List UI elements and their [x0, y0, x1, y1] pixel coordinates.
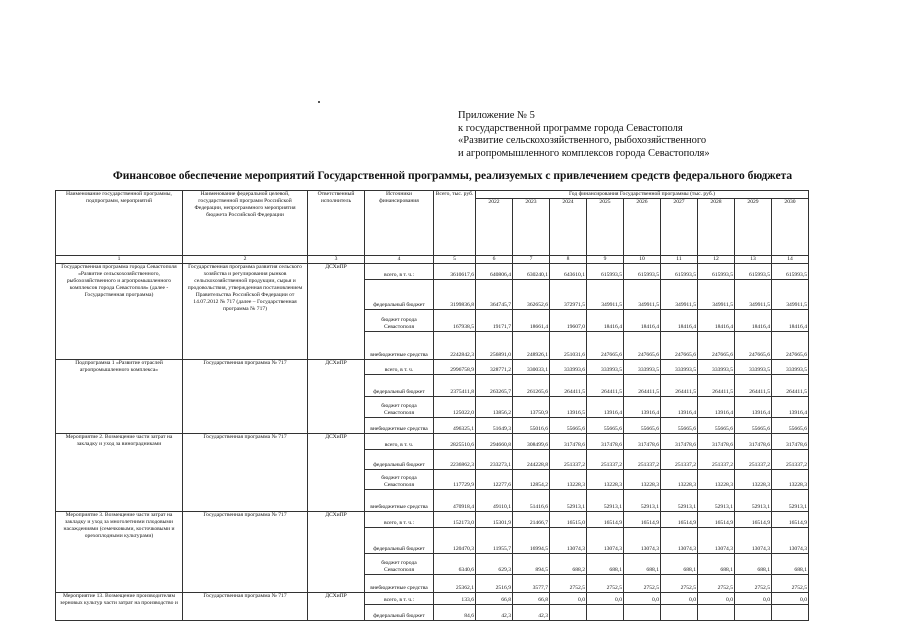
cell-year-value: 21466,7 — [513, 512, 550, 528]
cell-year-value: 13074,3 — [624, 528, 661, 554]
cell-year-value: 349911,5 — [587, 280, 624, 310]
cell-total: 3199836,8 — [434, 280, 476, 310]
row-source: всего, в т. ч.: — [365, 593, 434, 605]
cell-year-value: 16994,5 — [513, 528, 550, 554]
cell-year-value: 0,0 — [698, 593, 735, 605]
cell-year-value: 13228,3 — [735, 470, 772, 490]
appendix-line: и агропромышленного комплексов города Севастополя» — [458, 147, 710, 159]
column-number: 14 — [772, 256, 809, 264]
cell-year-value: 317478,6 — [698, 434, 735, 450]
cell-year-value: 247665,6 — [735, 332, 772, 360]
cell-year-value: 688,1 — [698, 554, 735, 575]
header-federal-program: Наименование федеральной целевой, государственной программ Российской Федерации, непрограммного мероприятия бюджета Российской Федерации — [183, 191, 308, 256]
row-executor: ДСХиПР — [308, 434, 365, 512]
cell-year-value: 13916,4 — [698, 397, 735, 418]
cell-year-value: 264411,5 — [550, 375, 587, 397]
cell-year-value: 12854,2 — [513, 470, 550, 490]
cell-year-value: 247665,6 — [624, 332, 661, 360]
table-row — [56, 264, 809, 280]
cell-year-value: 51649,3 — [476, 418, 513, 434]
cell-year-value: 2752,5 — [624, 575, 661, 593]
row-source: федеральный бюджет — [365, 528, 434, 554]
cell-year-value: 251337,2 — [550, 450, 587, 470]
cell-year-value: 688,1 — [661, 554, 698, 575]
cell-year-value: 0,0 — [661, 593, 698, 605]
cell-year-value: 42,3 — [513, 605, 550, 621]
cell-year-value: 317478,6 — [772, 434, 809, 450]
cell-year-value: 2752,5 — [661, 575, 698, 593]
cell-year-value — [550, 605, 587, 621]
cell-total: 2236862,3 — [434, 450, 476, 470]
cell-year-value: 19171,7 — [476, 310, 513, 332]
cell-year-value: 615993,5 — [698, 264, 735, 280]
cell-year-value: 42,3 — [476, 605, 513, 621]
table-row — [56, 593, 809, 605]
cell-year-value: 372971,5 — [550, 280, 587, 310]
cell-year-value: 13228,3 — [550, 470, 587, 490]
cell-year-value: 308499,6 — [513, 434, 550, 450]
row-source: федеральный бюджет — [365, 280, 434, 310]
cell-year-value: 55665,6 — [772, 418, 809, 434]
cell-year-value: 52913,1 — [698, 490, 735, 512]
cell-year-value: 251337,2 — [772, 450, 809, 470]
cell-year-value: 333993,5 — [772, 360, 809, 375]
cell-year-value: 13228,3 — [698, 470, 735, 490]
row-federal-program: Государственная программа № 717 — [183, 512, 308, 593]
cell-total: 2996758,9 — [434, 360, 476, 375]
cell-year-value: 251337,2 — [661, 450, 698, 470]
row-source: федеральный бюджет — [365, 375, 434, 397]
cell-year-value: 2752,5 — [587, 575, 624, 593]
cell-year-value: 251337,2 — [587, 450, 624, 470]
cell-year-value: 18416,4 — [661, 310, 698, 332]
cell-year-value: 51416,6 — [513, 490, 550, 512]
cell-total: 133,6 — [434, 593, 476, 605]
cell-year-value: 52913,1 — [550, 490, 587, 512]
cell-year-value: 688,1 — [624, 554, 661, 575]
row-name: Мероприятие 13. Возмещение производителям зерновых культур части затрат на производство и — [56, 593, 183, 621]
cell-year-value: 0,0 — [624, 593, 661, 605]
row-federal-program: Государственная программа № 717 — [183, 434, 308, 512]
row-source: всего, в т. ч. — [365, 360, 434, 375]
cell-year-value: 2752,5 — [698, 575, 735, 593]
cell-year-value: 349911,5 — [624, 280, 661, 310]
financing-table — [55, 190, 809, 621]
cell-total: 470918,4 — [434, 490, 476, 512]
cell-year-value — [587, 605, 624, 621]
row-federal-program: Государственная программа № 717 — [183, 360, 308, 434]
header-total: Всего, тыс. руб. — [434, 191, 476, 256]
cell-year-value: 333993,5 — [698, 360, 735, 375]
cell-year-value: 3577,7 — [513, 575, 550, 593]
cell-year-value: 688,1 — [772, 554, 809, 575]
row-source: бюджет города Севастополя — [365, 470, 434, 490]
cell-total: 167938,5 — [434, 310, 476, 332]
header-year: 2030 — [772, 199, 809, 256]
header-year: 2024 — [550, 199, 587, 256]
cell-year-value: 13916,5 — [550, 397, 587, 418]
cell-year-value: 2752,5 — [772, 575, 809, 593]
header-name: Наименование государственной программы, подпрограмм, мероприятий — [56, 191, 183, 256]
cell-year-value: 0,0 — [735, 593, 772, 605]
cell-year-value — [735, 605, 772, 621]
row-executor: ДСХиПР — [308, 360, 365, 434]
cell-total: 6340,6 — [434, 554, 476, 575]
cell-year-value: 251031,6 — [550, 332, 587, 360]
cell-year-value: 16515,0 — [550, 512, 587, 528]
cell-year-value: 615993,5 — [735, 264, 772, 280]
cell-year-value: 18416,4 — [698, 310, 735, 332]
cell-year-value: 615993,5 — [587, 264, 624, 280]
cell-year-value: 13856,2 — [476, 397, 513, 418]
cell-year-value: 18416,4 — [624, 310, 661, 332]
cell-year-value: 349911,5 — [661, 280, 698, 310]
cell-year-value: 688,1 — [735, 554, 772, 575]
column-number: 3 — [308, 256, 365, 264]
row-source: бюджет города Севастополя — [365, 554, 434, 575]
cell-year-value: 244228,8 — [513, 450, 550, 470]
cell-total: 2825510,6 — [434, 434, 476, 450]
row-source: бюджет города Севастополя — [365, 397, 434, 418]
cell-year-value: 18416,4 — [587, 310, 624, 332]
cell-year-value: 630240,1 — [513, 264, 550, 280]
header-executor: Ответственный исполнитель — [308, 191, 365, 256]
row-source: федеральный бюджет — [365, 605, 434, 621]
cell-year-value: 55665,6 — [698, 418, 735, 434]
cell-year-value: 18416,4 — [735, 310, 772, 332]
column-number: 8 — [550, 256, 587, 264]
cell-year-value: 52913,1 — [772, 490, 809, 512]
cell-year-value: 18416,4 — [772, 310, 809, 332]
cell-year-value: 16514,9 — [624, 512, 661, 528]
header-year: 2022 — [476, 199, 513, 256]
cell-year-value: 333993,6 — [550, 360, 587, 375]
cell-year-value: 55665,6 — [550, 418, 587, 434]
cell-year-value: 2516,9 — [476, 575, 513, 593]
row-source: всего, в т. ч.: — [365, 264, 434, 280]
cell-year-value: 16514,9 — [772, 512, 809, 528]
cell-year-value: 330033,1 — [513, 360, 550, 375]
column-number: 9 — [587, 256, 624, 264]
cell-year-value: 13074,3 — [661, 528, 698, 554]
cell-year-value: 0,0 — [772, 593, 809, 605]
cell-year-value: 264411,5 — [735, 375, 772, 397]
cell-year-value: 13916,4 — [624, 397, 661, 418]
document-title: Финансовое обеспечение мероприятий Государственной программы, реализуемых с привлечением средств федерального бюджета — [112, 170, 793, 182]
cell-year-value: 12277,6 — [476, 470, 513, 490]
cell-year-value: 615993,5 — [772, 264, 809, 280]
cell-year-value: 256891,0 — [476, 332, 513, 360]
cell-year-value — [624, 605, 661, 621]
cell-year-value: 55665,6 — [735, 418, 772, 434]
cell-year-value: 333993,5 — [587, 360, 624, 375]
header-year: 2027 — [661, 199, 698, 256]
cell-year-value: 66,8 — [513, 593, 550, 605]
cell-year-value: 349911,5 — [772, 280, 809, 310]
row-source: всего, в т. ч. — [365, 434, 434, 450]
header-year: 2028 — [698, 199, 735, 256]
column-number: 10 — [624, 256, 661, 264]
row-source: федеральный бюджет — [365, 450, 434, 470]
table-row — [56, 434, 809, 450]
row-name: Подпрограмма 1 «Развитие отраслей агропромышленного комплекса» — [56, 360, 183, 434]
column-number: 7 — [513, 256, 550, 264]
cell-year-value: 13074,3 — [772, 528, 809, 554]
cell-year-value: 317478,6 — [661, 434, 698, 450]
cell-year-value: 640806,4 — [476, 264, 513, 280]
cell-year-value: 55665,6 — [587, 418, 624, 434]
cell-year-value: 55665,6 — [624, 418, 661, 434]
header-year: 2026 — [624, 199, 661, 256]
cell-year-value: 264411,5 — [772, 375, 809, 397]
cell-year-value: 13074,3 — [587, 528, 624, 554]
row-executor: ДСХиПР — [308, 512, 365, 593]
row-name: Мероприятие 3. Возмещение части затрат на закладку и уход за многолетними плодовыми насаждениями (семечковыми, косточковыми и орехоплодными культурами) — [56, 512, 183, 593]
cell-total: 125022,0 — [434, 397, 476, 418]
cell-year-value: 13228,3 — [772, 470, 809, 490]
cell-year-value: 16514,9 — [698, 512, 735, 528]
row-source: внебюджетные средства — [365, 575, 434, 593]
cell-year-value: 247665,6 — [698, 332, 735, 360]
header-year: 2025 — [587, 199, 624, 256]
cell-year-value: 317478,6 — [587, 434, 624, 450]
column-number-row — [56, 256, 809, 264]
cell-year-value: 317478,6 — [550, 434, 587, 450]
cell-year-value: 13916,4 — [772, 397, 809, 418]
cell-year-value: 615993,5 — [661, 264, 698, 280]
table-header-row — [56, 191, 809, 199]
cell-year-value: 18661,4 — [513, 310, 550, 332]
cell-year-value: 52913,1 — [587, 490, 624, 512]
row-source: бюджет города Севастополя — [365, 310, 434, 332]
column-number: 4 — [365, 256, 434, 264]
cell-year-value: 364745,7 — [476, 280, 513, 310]
cell-year-value: 629,3 — [476, 554, 513, 575]
column-number: 1 — [56, 256, 183, 264]
cell-year-value: 247665,6 — [772, 332, 809, 360]
cell-year-value: 19607,0 — [550, 310, 587, 332]
appendix-line: Приложение № 5 — [458, 110, 535, 121]
cell-year-value — [772, 605, 809, 621]
cell-year-value: 317478,6 — [624, 434, 661, 450]
table-row — [56, 360, 809, 375]
cell-year-value: 0,0 — [587, 593, 624, 605]
cell-year-value: 251337,2 — [624, 450, 661, 470]
scan-speck — [318, 101, 320, 103]
cell-year-value — [661, 605, 698, 621]
row-name: Государственная программа города Севастополя «Развитие сельскохозяйственного, рыбохозяйственного и агропромышленного комплексов города Севастополя» (далее - Государственная программа) — [56, 264, 183, 360]
column-number: 6 — [476, 256, 513, 264]
cell-year-value: 251337,2 — [735, 450, 772, 470]
cell-year-value: 13228,3 — [661, 470, 698, 490]
cell-year-value: 349911,5 — [735, 280, 772, 310]
column-number: 5 — [434, 256, 476, 264]
cell-year-value: 333993,5 — [661, 360, 698, 375]
cell-year-value: 2752,5 — [550, 575, 587, 593]
appendix-line: «Развитие сельскохозяйственного, рыбохозяйственного — [458, 135, 707, 146]
cell-total: 2242842,3 — [434, 332, 476, 360]
header-sources: Источники финансирования — [365, 191, 434, 256]
row-source: внебюджетные средства — [365, 490, 434, 512]
cell-year-value: 264411,5 — [661, 375, 698, 397]
cell-total: 3610617,6 — [434, 264, 476, 280]
header-year: 2023 — [513, 199, 550, 256]
cell-year-value: 615993,5 — [624, 264, 661, 280]
cell-year-value: 11955,7 — [476, 528, 513, 554]
header-year: 2029 — [735, 199, 772, 256]
row-executor: ДСХиПР — [308, 264, 365, 360]
cell-total: 25362,1 — [434, 575, 476, 593]
row-executor: ДСХиПР — [308, 593, 365, 621]
cell-total: 496325,1 — [434, 418, 476, 434]
cell-year-value: 317478,6 — [735, 434, 772, 450]
cell-year-value: 247665,6 — [661, 332, 698, 360]
cell-year-value: 643610,1 — [550, 264, 587, 280]
cell-year-value: 16514,9 — [661, 512, 698, 528]
cell-year-value — [698, 605, 735, 621]
cell-year-value: 55665,6 — [661, 418, 698, 434]
cell-total: 120470,3 — [434, 528, 476, 554]
cell-year-value: 13074,3 — [698, 528, 735, 554]
cell-year-value: 362652,6 — [513, 280, 550, 310]
cell-year-value: 264411,5 — [624, 375, 661, 397]
cell-year-value: 13228,3 — [587, 470, 624, 490]
cell-year-value: 2752,5 — [735, 575, 772, 593]
row-source: внебюджетные средства — [365, 418, 434, 434]
cell-year-value: 0,0 — [550, 593, 587, 605]
cell-year-value: 52913,1 — [624, 490, 661, 512]
cell-total: 84,6 — [434, 605, 476, 621]
cell-year-value: 264411,5 — [587, 375, 624, 397]
cell-year-value: 333993,5 — [735, 360, 772, 375]
table-body — [56, 264, 809, 621]
cell-year-value: 328771,2 — [476, 360, 513, 375]
cell-year-value: 247665,6 — [587, 332, 624, 360]
cell-total: 2375411,8 — [434, 375, 476, 397]
cell-year-value: 233273,1 — [476, 450, 513, 470]
cell-year-value: 15301,9 — [476, 512, 513, 528]
row-federal-program: Государственная программа развития сельского хозяйства и регулирования рынков сельскохозяйственной продукции, сырья и продовольствия, утвержденная постановлением Правительства Российской Федерации от 14.07.2012 № 717 (далее – Государственная программа № 717) — [183, 264, 308, 360]
column-number: 11 — [661, 256, 698, 264]
cell-year-value: 264411,5 — [698, 375, 735, 397]
cell-year-value: 13228,3 — [624, 470, 661, 490]
appendix-caption — [458, 110, 710, 160]
cell-year-value: 688,2 — [550, 554, 587, 575]
cell-year-value: 52913,1 — [661, 490, 698, 512]
column-number: 12 — [698, 256, 735, 264]
cell-year-value: 13074,3 — [550, 528, 587, 554]
cell-year-value: 13916,4 — [661, 397, 698, 418]
cell-year-value: 52913,1 — [735, 490, 772, 512]
cell-year-value: 333993,5 — [624, 360, 661, 375]
cell-year-value: 263265,7 — [476, 375, 513, 397]
cell-year-value: 349911,5 — [698, 280, 735, 310]
row-federal-program: Государственная программа № 717 — [183, 593, 308, 621]
column-number: 2 — [183, 256, 308, 264]
row-source: внебюджетные средства — [365, 332, 434, 360]
cell-year-value: 13916,4 — [735, 397, 772, 418]
header-years-group: Год финансирования Государственной программы (тыс. руб.) — [476, 191, 809, 199]
row-source: всего, в т. ч.: — [365, 512, 434, 528]
cell-total: 117729,9 — [434, 470, 476, 490]
cell-year-value: 13074,3 — [735, 528, 772, 554]
cell-year-value: 251337,2 — [698, 450, 735, 470]
cell-total: 152173,0 — [434, 512, 476, 528]
row-name: Мероприятие 2. Возмещение части затрат на закладку и уход за виноградниками — [56, 434, 183, 512]
cell-year-value: 261265,6 — [513, 375, 550, 397]
cell-year-value: 66,8 — [476, 593, 513, 605]
table-row — [56, 512, 809, 528]
cell-year-value: 248926,1 — [513, 332, 550, 360]
cell-year-value: 13750,9 — [513, 397, 550, 418]
cell-year-value: 688,1 — [587, 554, 624, 575]
cell-year-value: 13916,4 — [587, 397, 624, 418]
cell-year-value: 55016,6 — [513, 418, 550, 434]
cell-year-value: 16514,9 — [735, 512, 772, 528]
appendix-line: к государственной программе города Севастополя — [458, 122, 683, 134]
cell-year-value: 49110,1 — [476, 490, 513, 512]
cell-year-value: 894,5 — [513, 554, 550, 575]
cell-year-value: 16514,9 — [587, 512, 624, 528]
cell-year-value: 294660,8 — [476, 434, 513, 450]
column-number: 13 — [735, 256, 772, 264]
